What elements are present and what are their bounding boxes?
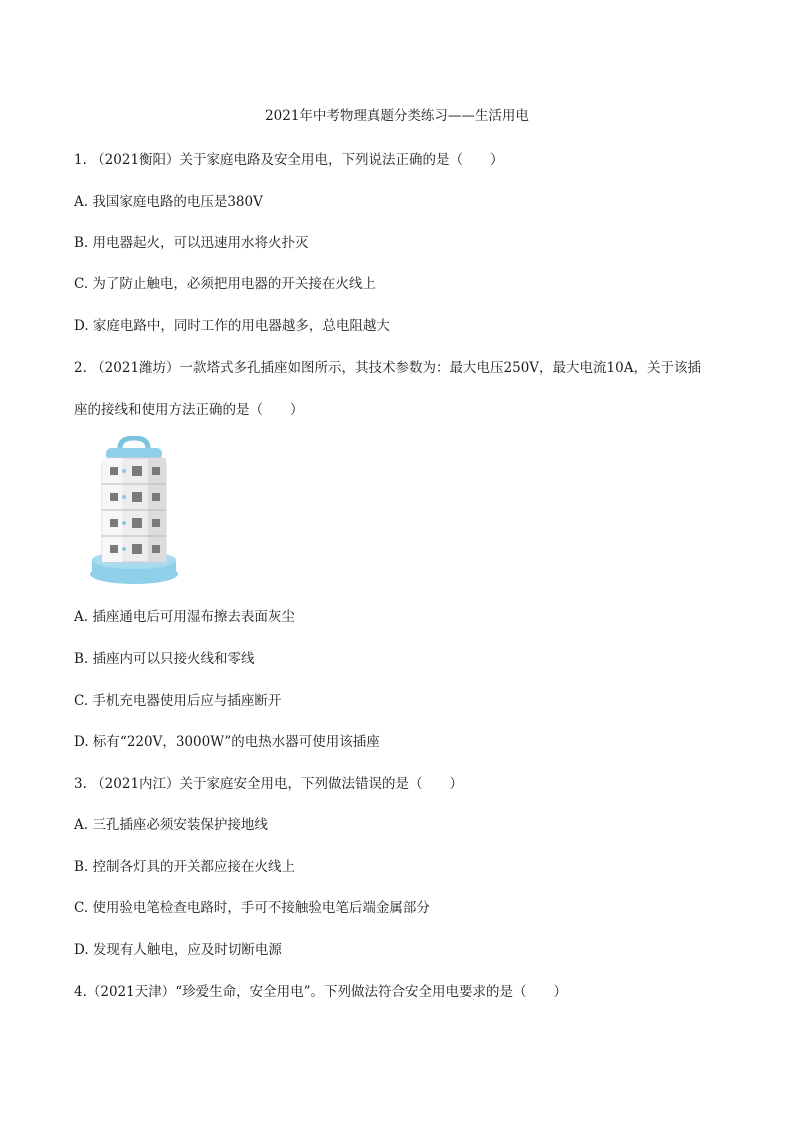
question-4-stem: 4.（2021天津）“珍爱生命，安全用电”。下列做法符合安全用电要求的是（ ） <box>74 984 568 1000</box>
tower-power-strip-image <box>86 436 182 586</box>
question-1-stem: 1. （2021衡阳）关于家庭电路及安全用电，下列说法正确的是（ ） <box>74 152 504 168</box>
question-2-stem-line1: 2. （2021潍坊）一款塔式多孔插座如图所示，其技术参数为：最大电压250V，最大电流10A，关于该插 <box>74 360 701 376</box>
question-1-option-a: A. 我国家庭电路的电压是380V <box>74 194 263 210</box>
question-3-option-d: D. 发现有人触电，应及时切断电源 <box>74 942 282 958</box>
question-3-stem: 3. （2021内江）关于家庭安全用电，下列做法错误的是（ ） <box>74 776 464 792</box>
question-1-option-c: C. 为了防止触电，必须把用电器的开关接在火线上 <box>74 276 376 292</box>
question-3-option-a: A. 三孔插座必须安装保护接地线 <box>74 817 268 833</box>
question-2-option-d: D. 标有“220V，3000W”的电热水器可使用该插座 <box>74 734 380 750</box>
question-1-option-d: D. 家庭电路中，同时工作的用电器越多，总电阻越大 <box>74 318 390 334</box>
question-1-option-b: B. 用电器起火，可以迅速用水将火扑灭 <box>74 235 309 251</box>
question-2-option-a: A. 插座通电后可用湿布擦去表面灰尘 <box>74 609 295 625</box>
page-title: 2021年中考物理真题分类练习——生活用电 <box>265 108 529 124</box>
question-2-stem-line2: 座的接线和使用方法正确的是（ ） <box>74 402 304 418</box>
question-2-option-b: B. 插座内可以只接火线和零线 <box>74 651 255 667</box>
question-3-option-c: C. 使用验电笔检查电路时，手可不接触验电笔后端金属部分 <box>74 900 430 916</box>
question-2-option-c: C. 手机充电器使用后应与插座断开 <box>74 693 282 709</box>
tower-power-strip-icon <box>86 436 182 586</box>
question-3-option-b: B. 控制各灯具的开关都应接在火线上 <box>74 859 296 875</box>
